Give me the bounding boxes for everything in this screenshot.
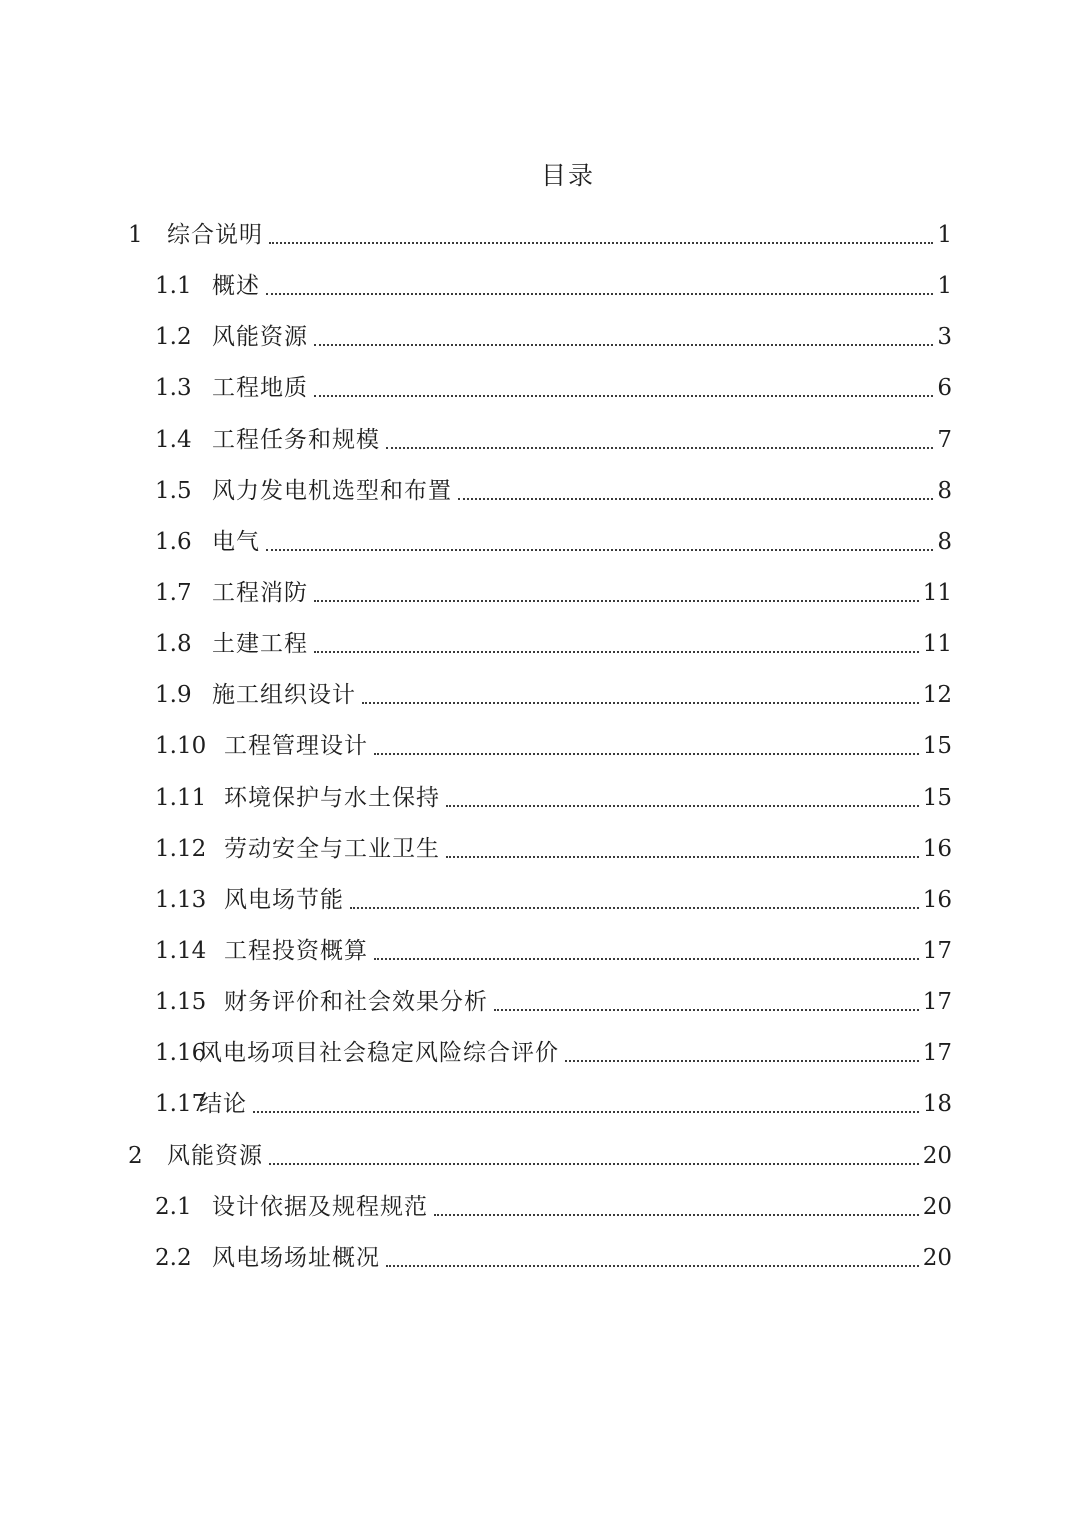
toc-entry-line bbox=[167, 1138, 952, 1174]
toc-entry-line bbox=[212, 1189, 952, 1225]
toc-entry[interactable] bbox=[0, 977, 1080, 1028]
toc-entry-line bbox=[224, 984, 952, 1020]
toc-entry-page-number: 17 bbox=[922, 989, 952, 1016]
toc-entry-label: 风能资源 bbox=[212, 324, 308, 351]
toc-dot-leader bbox=[494, 1009, 919, 1011]
toc-entry-number: 2 bbox=[128, 1142, 143, 1169]
toc-entry-line bbox=[212, 626, 952, 662]
toc-entry-page-number: 1 bbox=[937, 273, 952, 300]
toc-entry-number: 1.14 bbox=[155, 937, 207, 964]
toc-entry[interactable] bbox=[0, 568, 1080, 619]
toc-entry[interactable] bbox=[0, 1131, 1080, 1182]
toc-entry-label: 设计依据及规程规范 bbox=[212, 1193, 428, 1220]
toc-entry-number: 1.12 bbox=[155, 835, 207, 862]
toc-dot-leader bbox=[362, 702, 919, 704]
toc-dot-leader bbox=[434, 1214, 919, 1216]
toc-entry-number: 1.13 bbox=[155, 886, 207, 913]
toc-entry-number: 1.5 bbox=[155, 477, 192, 504]
toc-entry-number: 1.15 bbox=[155, 989, 207, 1016]
toc-entry-page-number: 17 bbox=[922, 1040, 952, 1067]
toc-entry-number: 1.16 bbox=[155, 1040, 207, 1067]
toc-entry[interactable] bbox=[0, 363, 1080, 414]
toc-entry-label: 电气 bbox=[212, 528, 260, 555]
toc-dot-leader bbox=[446, 856, 919, 858]
toc-entry-number: 1.1 bbox=[155, 273, 192, 300]
toc-entry[interactable] bbox=[0, 926, 1080, 977]
toc-entry-label: 风能资源 bbox=[167, 1142, 263, 1169]
toc-entry-page-number: 12 bbox=[922, 682, 952, 709]
toc-dot-leader bbox=[446, 805, 919, 807]
toc-dot-leader bbox=[269, 242, 933, 244]
toc-entry-label: 工程任务和规模 bbox=[212, 426, 380, 453]
toc-entry-number: 1.7 bbox=[155, 579, 192, 606]
toc-entry-page-number: 20 bbox=[922, 1193, 952, 1220]
toc-entry-number: 2.1 bbox=[155, 1193, 192, 1220]
toc-entry[interactable] bbox=[0, 721, 1080, 772]
toc-entry-page-number: 20 bbox=[922, 1142, 952, 1169]
toc-dot-leader bbox=[266, 293, 933, 295]
toc-entry-number: 1.6 bbox=[155, 528, 192, 555]
toc-entry[interactable] bbox=[0, 517, 1080, 568]
toc-entry-page-number: 8 bbox=[937, 477, 952, 504]
toc-entry-line bbox=[224, 780, 952, 816]
toc-entry-page-number: 8 bbox=[937, 528, 952, 555]
toc-dot-leader bbox=[458, 498, 933, 500]
toc-entry[interactable] bbox=[0, 1233, 1080, 1284]
toc-entry[interactable] bbox=[0, 773, 1080, 824]
toc-entry-label: 工程管理设计 bbox=[224, 733, 368, 760]
toc-entry-line bbox=[212, 370, 952, 406]
toc-dot-leader bbox=[565, 1060, 919, 1062]
toc-entry-label: 工程地质 bbox=[212, 375, 308, 402]
toc-entry-page-number: 6 bbox=[937, 375, 952, 402]
toc-entry-number: 1.3 bbox=[155, 375, 192, 402]
toc-entry[interactable] bbox=[0, 1028, 1080, 1079]
toc-entry-line bbox=[224, 728, 952, 764]
toc-entry-line bbox=[212, 677, 952, 713]
toc-dot-leader bbox=[374, 753, 919, 755]
toc-entry-line bbox=[212, 575, 952, 611]
toc-entry[interactable] bbox=[0, 1079, 1080, 1130]
toc-entry-label: 劳动安全与工业卫生 bbox=[224, 835, 440, 862]
toc-entry-line bbox=[212, 319, 952, 355]
toc-entry-label: 综合说明 bbox=[167, 222, 263, 248]
toc-entry-number: 1.9 bbox=[155, 682, 192, 709]
toc-entry-label: 风力发电机选型和布置 bbox=[212, 477, 452, 504]
toc-entry[interactable] bbox=[0, 875, 1080, 926]
toc-entry[interactable] bbox=[0, 1182, 1080, 1233]
toc-entry-label: 结论 bbox=[199, 1091, 247, 1118]
toc-entry[interactable] bbox=[0, 210, 1080, 261]
toc-entry-page-number: 17 bbox=[922, 937, 952, 964]
toc-dot-leader bbox=[314, 600, 919, 602]
toc-entry-number: 1.11 bbox=[155, 784, 207, 811]
toc-dot-leader bbox=[350, 907, 919, 909]
toc-entry-label: 环境保护与水土保持 bbox=[224, 784, 440, 811]
toc-entry-page-number: 16 bbox=[922, 835, 952, 862]
toc-dot-leader bbox=[314, 651, 919, 653]
toc-entry-number: 1.2 bbox=[155, 324, 192, 351]
toc-entry-label: 风电场节能 bbox=[224, 886, 344, 913]
toc-entry-line bbox=[167, 217, 952, 253]
toc-entry-number: 1.8 bbox=[155, 631, 192, 658]
toc-dot-leader bbox=[314, 344, 933, 346]
toc-entry-number: 1 bbox=[128, 222, 143, 248]
toc-entry-line bbox=[212, 473, 952, 509]
toc-dot-leader bbox=[269, 1163, 919, 1165]
toc-entry-page-number: 16 bbox=[922, 886, 952, 913]
toc-entry-label: 风电场项目社会稳定风险综合评价 bbox=[199, 1040, 559, 1067]
toc-entry-number: 1.17 bbox=[155, 1091, 207, 1118]
toc-entry-line bbox=[212, 524, 952, 560]
toc-entry-page-number: 11 bbox=[922, 579, 952, 606]
toc-entry[interactable] bbox=[0, 312, 1080, 363]
toc-dot-leader bbox=[374, 958, 919, 960]
toc-entry-line bbox=[212, 268, 952, 304]
toc-entry-page-number: 11 bbox=[922, 631, 952, 658]
toc-entry-line bbox=[212, 1240, 952, 1276]
toc-entry-label: 财务评价和社会效果分析 bbox=[224, 989, 488, 1016]
toc-dot-leader bbox=[314, 395, 933, 397]
toc-entry-line bbox=[199, 1035, 952, 1071]
toc-entry-page-number: 3 bbox=[937, 324, 952, 351]
toc-entry[interactable] bbox=[0, 824, 1080, 875]
toc-dot-leader bbox=[386, 1265, 919, 1267]
toc-dot-leader bbox=[266, 549, 933, 551]
toc-entry-label: 工程投资概算 bbox=[224, 937, 368, 964]
toc-entry-label: 工程消防 bbox=[212, 579, 308, 606]
toc-entry[interactable] bbox=[0, 415, 1080, 466]
toc-entry-label: 施工组织设计 bbox=[212, 682, 356, 709]
toc-title: 目录 bbox=[540, 161, 595, 190]
toc-entry[interactable] bbox=[0, 261, 1080, 312]
toc-entry-page-number: 15 bbox=[922, 733, 952, 760]
toc-dot-leader bbox=[253, 1111, 919, 1113]
toc-entry-line bbox=[199, 1086, 952, 1122]
toc-entry-label: 概述 bbox=[212, 273, 260, 300]
toc-entry-page-number: 1 bbox=[937, 222, 952, 248]
toc-list bbox=[0, 210, 1080, 1284]
toc-entry-number: 1.10 bbox=[155, 733, 207, 760]
toc-entry-label: 土建工程 bbox=[212, 631, 308, 658]
toc-entry[interactable] bbox=[0, 619, 1080, 670]
toc-entry-page-number: 20 bbox=[922, 1244, 952, 1271]
toc-entry[interactable] bbox=[0, 670, 1080, 721]
toc-entry-page-number: 7 bbox=[937, 426, 952, 453]
toc-entry-line bbox=[212, 422, 952, 458]
toc-entry-line bbox=[224, 933, 952, 969]
toc-dot-leader bbox=[386, 447, 933, 449]
toc-entry-number: 1.4 bbox=[155, 426, 192, 453]
toc-entry-page-number: 18 bbox=[922, 1091, 952, 1118]
toc-entry-label: 风电场场址概况 bbox=[212, 1244, 380, 1271]
toc-entry-number: 2.2 bbox=[155, 1244, 192, 1271]
toc-entry-page-number: 15 bbox=[922, 784, 952, 811]
toc-entry-line bbox=[224, 882, 952, 918]
toc-entry[interactable] bbox=[0, 466, 1080, 517]
toc-entry-line bbox=[224, 831, 952, 867]
